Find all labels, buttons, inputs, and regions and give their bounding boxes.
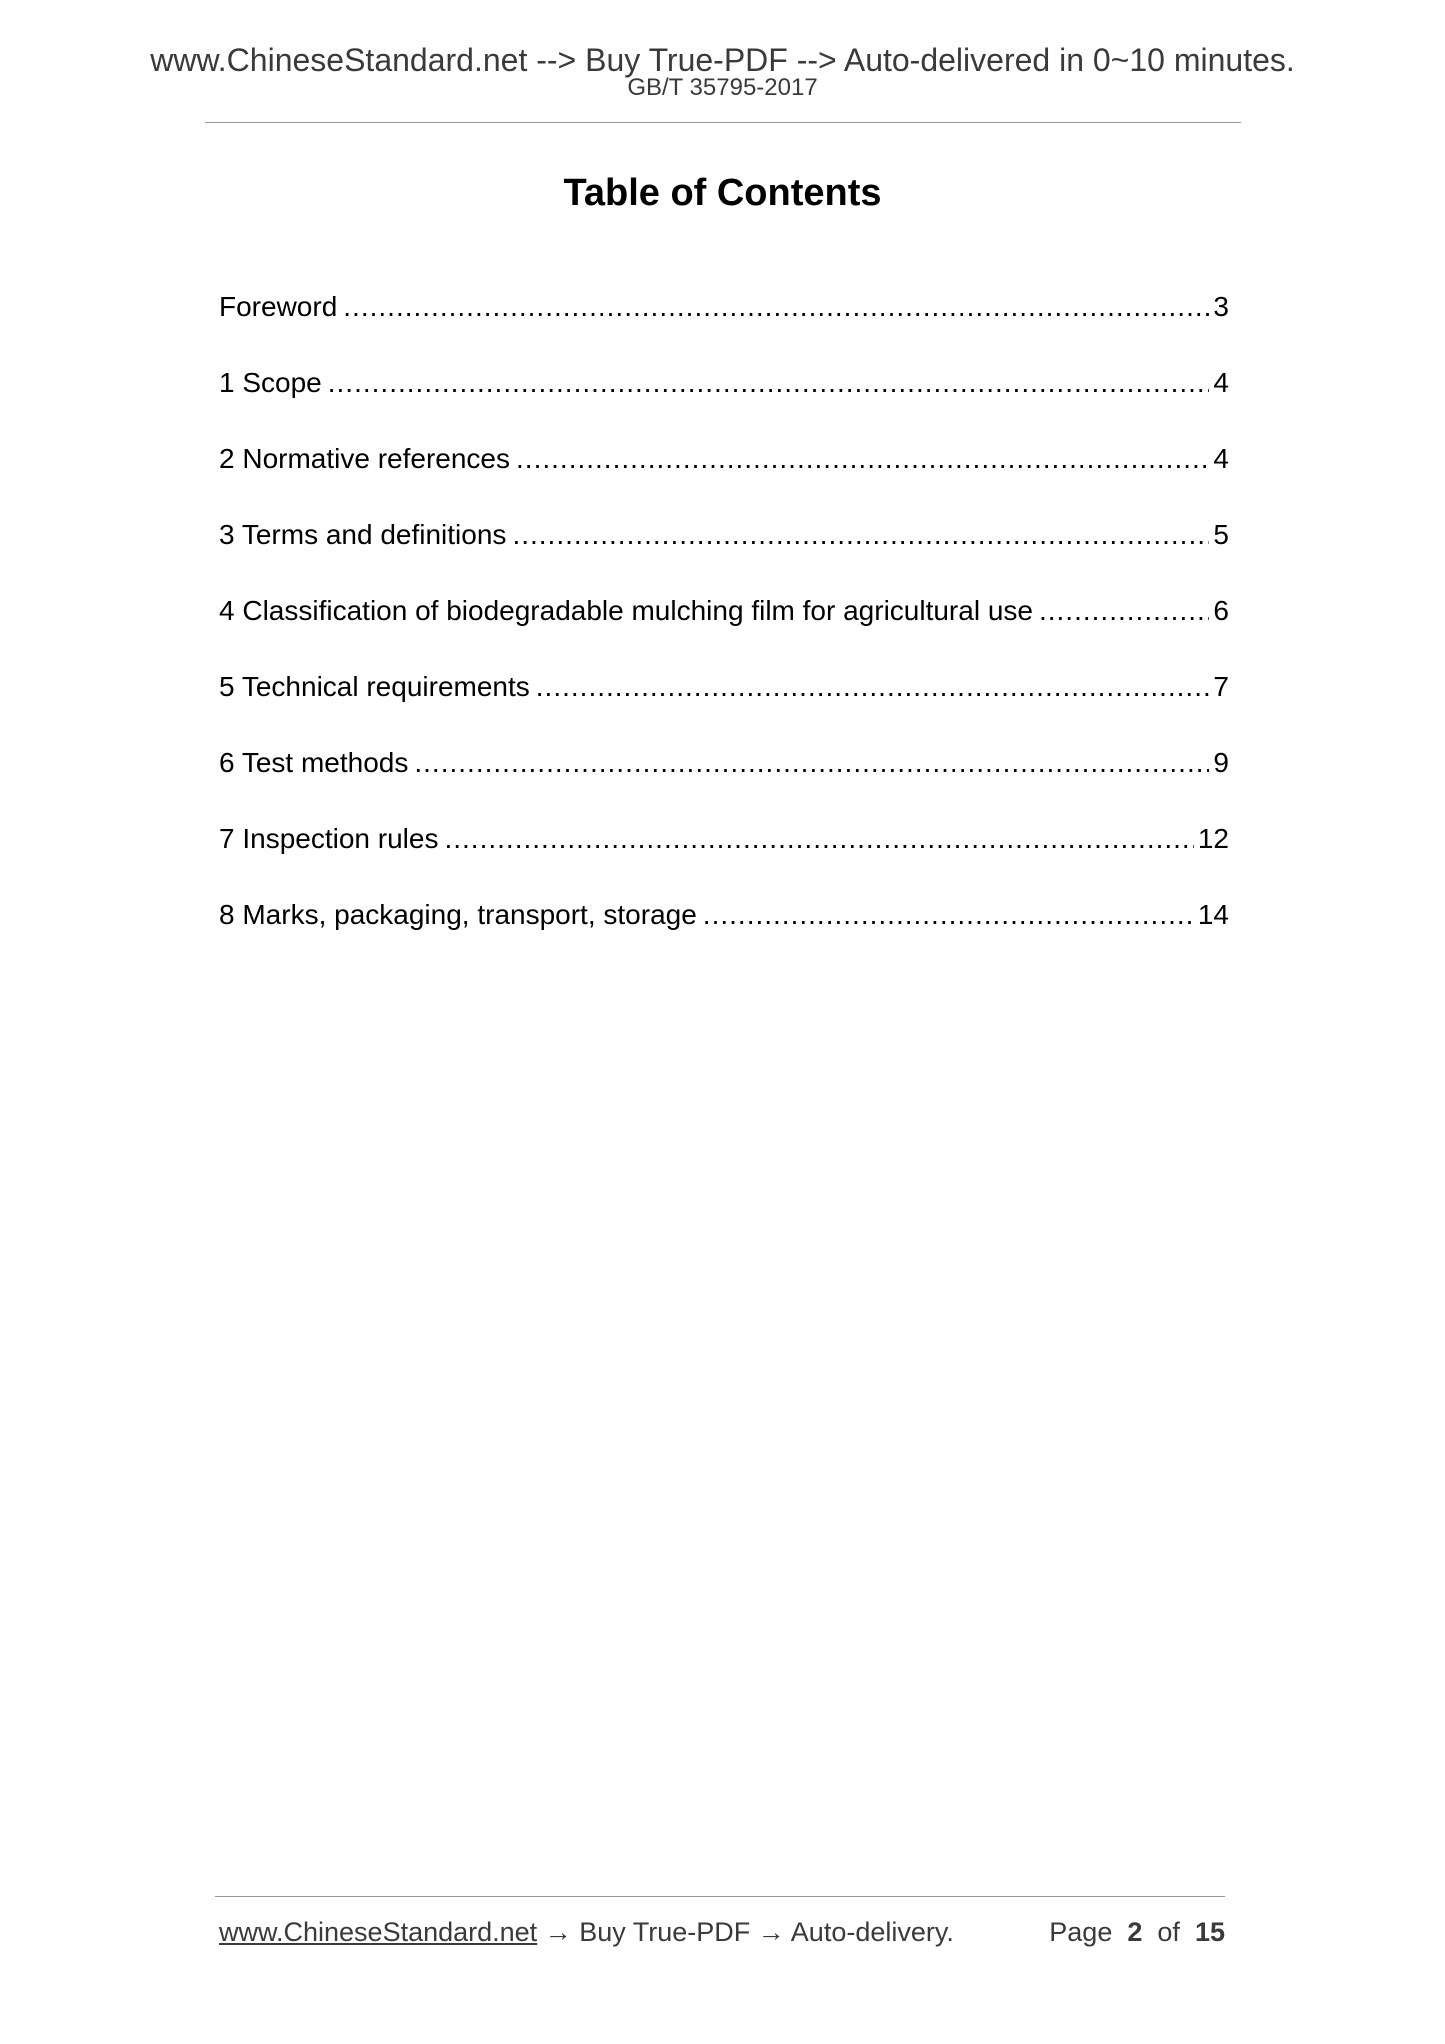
page-label: Page <box>1049 1917 1113 1947</box>
toc-entry-page: 12 <box>1197 823 1229 854</box>
toc-leader-dots <box>444 819 1193 859</box>
toc-entry-scope[interactable] <box>219 363 1229 439</box>
page-number <box>1049 1912 1225 1952</box>
page-total: 15 <box>1194 1917 1225 1947</box>
toc-entry-label: 1 Scope <box>219 367 322 398</box>
document-code: GB/T 35795-2017 <box>627 74 818 101</box>
toc-entry-label: 7 Inspection rules <box>219 823 439 854</box>
arrow-right-icon: → <box>757 1917 785 1947</box>
toc-entry-inspection-rules[interactable] <box>219 819 1229 895</box>
footer-promo <box>219 1912 954 1952</box>
toc-title: Table of Contents <box>563 172 882 214</box>
toc-entry-label: 3 Terms and definitions <box>219 519 507 550</box>
toc-leader-dots <box>1039 591 1209 631</box>
arrow-right-icon: → <box>544 1917 572 1947</box>
toc-entry-page: 9 <box>1213 747 1229 778</box>
toc-entry-classification[interactable] <box>219 591 1229 667</box>
toc-entry-marks-packaging[interactable] <box>219 895 1229 971</box>
toc-entry-page: 6 <box>1213 595 1229 626</box>
toc-entry-page: 4 <box>1213 367 1229 398</box>
toc-entry-technical-requirements[interactable] <box>219 667 1229 743</box>
header-divider <box>205 122 1241 123</box>
toc-leader-dots <box>536 667 1210 707</box>
footer-divider <box>215 1896 1225 1897</box>
page-of: of <box>1157 1917 1180 1947</box>
toc-entry-label: 4 Classification of biodegradable mulching film for agricultural use <box>219 595 1033 626</box>
toc-entry-label: 8 Marks, packaging, transport, storage <box>219 899 697 930</box>
toc-entry-test-methods[interactable] <box>219 743 1229 819</box>
footer-buy-text: Buy True-PDF <box>579 1917 751 1947</box>
toc-entry-page: 7 <box>1213 671 1229 702</box>
toc-entry-terms-definitions[interactable] <box>219 515 1229 591</box>
page-current: 2 <box>1127 1917 1143 1947</box>
top-banner: www.ChineseStandard.net --> Buy True-PDF --> Auto-delivered in 0~10 minutes. <box>150 42 1295 78</box>
toc-entry-page: 5 <box>1213 519 1229 550</box>
toc-leader-dots <box>512 515 1209 555</box>
toc-entry-label: Foreword <box>219 291 338 322</box>
toc-leader-dots <box>516 439 1209 479</box>
page-footer <box>219 1912 1225 1952</box>
toc-leader-dots <box>328 363 1210 403</box>
toc-entry-foreword[interactable] <box>219 287 1229 363</box>
toc-entry-label: 5 Technical requirements <box>219 671 530 702</box>
toc-entry-page: 14 <box>1197 899 1229 930</box>
footer-delivery-text: Auto-delivery. <box>790 1917 954 1947</box>
toc-entry-label: 2 Normative references <box>219 443 511 474</box>
toc-entry-normative-references[interactable] <box>219 439 1229 515</box>
toc-entry-page: 4 <box>1213 443 1229 474</box>
toc-list <box>219 287 1229 971</box>
toc-leader-dots <box>343 287 1209 327</box>
toc-entry-label: 6 Test methods <box>219 747 409 778</box>
toc-leader-dots <box>703 895 1194 935</box>
toc-leader-dots <box>414 743 1209 783</box>
toc-entry-page: 3 <box>1213 291 1229 322</box>
footer-site-link[interactable]: www.ChineseStandard.net <box>219 1917 538 1947</box>
